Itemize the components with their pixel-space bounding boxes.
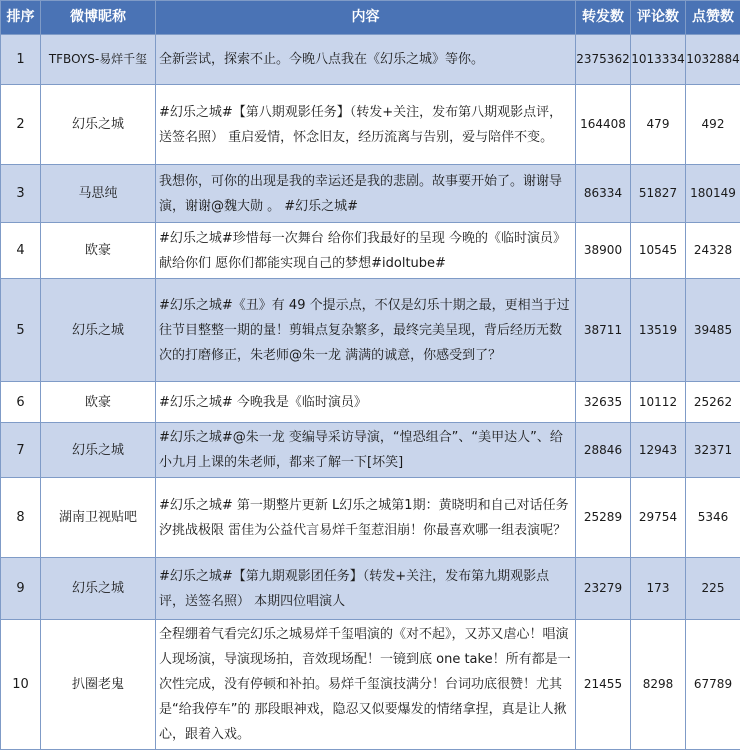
nickname-cell: 扒圈老鬼 bbox=[41, 620, 156, 750]
content-cell: #幻乐之城#《丑》有 49 个提示点，不仅是幻乐十期之最，更相当于过往节目整整一期的量！剪辑点复杂繁多，最终完美呈现，背后经历无数次的打磨修正，朱老师@朱一龙 满满的诚意，你感受到了？ bbox=[156, 279, 576, 382]
likes-cell: 24328 bbox=[686, 223, 740, 279]
likes-cell: 492 bbox=[686, 85, 740, 165]
rank-cell: 7 bbox=[1, 423, 41, 478]
likes-cell: 32371 bbox=[686, 423, 740, 478]
reposts-cell: 32635 bbox=[576, 382, 631, 423]
rank-cell: 1 bbox=[1, 35, 41, 85]
likes-cell: 39485 bbox=[686, 279, 740, 382]
likes-cell: 180149 bbox=[686, 165, 740, 223]
rank-cell: 5 bbox=[1, 279, 41, 382]
nickname-cell: 马思纯 bbox=[41, 165, 156, 223]
table-row bbox=[1, 223, 740, 279]
content-cell: #幻乐之城# 今晚我是《临时演员》 bbox=[156, 382, 576, 423]
rank-cell: 9 bbox=[1, 558, 41, 620]
header-content: 内容 bbox=[156, 1, 576, 35]
reposts-cell: 21455 bbox=[576, 620, 631, 750]
nickname-cell: TFBOYS-易烊千玺 bbox=[41, 35, 156, 85]
nickname-cell: 幻乐之城 bbox=[41, 279, 156, 382]
nickname-cell: 幻乐之城 bbox=[41, 558, 156, 620]
nickname-cell: 幻乐之城 bbox=[41, 423, 156, 478]
header-comments: 评论数 bbox=[631, 1, 686, 35]
table-row bbox=[1, 558, 740, 620]
header-nickname: 微博昵称 bbox=[41, 1, 156, 35]
rank-cell: 3 bbox=[1, 165, 41, 223]
table-row bbox=[1, 478, 740, 558]
table-row bbox=[1, 165, 740, 223]
rank-cell: 4 bbox=[1, 223, 41, 279]
reposts-cell: 28846 bbox=[576, 423, 631, 478]
reposts-cell: 38711 bbox=[576, 279, 631, 382]
content-cell: #幻乐之城#【第九期观影团任务】（转发+关注，发布第九期观影点评，送签名照） 本期四位唱演人 bbox=[156, 558, 576, 620]
content-cell: #幻乐之城#珍惜每一次舞台 给你们我最好的呈现 今晚的《临时演员》献给你们 愿你们都能实现自己的梦想#idoltube# bbox=[156, 223, 576, 279]
table-row bbox=[1, 423, 740, 478]
reposts-cell: 86334 bbox=[576, 165, 631, 223]
header-reposts: 转发数 bbox=[576, 1, 631, 35]
content-cell: #幻乐之城#【第八期观影任务】（转发+关注，发布第八期观影点评，送签名照） 重启爱情，怀念旧友，经历流离与告别，爱与陪伴不变。 bbox=[156, 85, 576, 165]
comments-cell: 29754 bbox=[631, 478, 686, 558]
rank-cell: 6 bbox=[1, 382, 41, 423]
reposts-cell: 2375362 bbox=[576, 35, 631, 85]
content-cell: 全新尝试，探索不止。今晚八点我在《幻乐之城》等你。 bbox=[156, 35, 576, 85]
content-cell: 我想你，可你的出现是我的幸运还是我的悲剧。故事要开始了。谢谢导演，谢谢@魏大勋 。 #幻乐之城# bbox=[156, 165, 576, 223]
reposts-cell: 25289 bbox=[576, 478, 631, 558]
rank-cell: 8 bbox=[1, 478, 41, 558]
comments-cell: 1013334 bbox=[631, 35, 686, 85]
table-row bbox=[1, 620, 740, 750]
header-likes: 点赞数 bbox=[686, 1, 740, 35]
comments-cell: 13519 bbox=[631, 279, 686, 382]
reposts-cell: 164408 bbox=[576, 85, 631, 165]
comments-cell: 173 bbox=[631, 558, 686, 620]
table-row bbox=[1, 85, 740, 165]
likes-cell: 1032884 bbox=[686, 35, 740, 85]
nickname-cell: 欧豪 bbox=[41, 382, 156, 423]
likes-cell: 67789 bbox=[686, 620, 740, 750]
content-cell: #幻乐之城# 第一期整片更新 L幻乐之城第1期：黄晓明和自己对话任务汐挑战极限 雷佳为公益代言易烊千玺惹泪崩！你最喜欢哪一组表演呢？ bbox=[156, 478, 576, 558]
content-cell: 全程绷着气看完幻乐之城易烊千玺唱演的《对不起》，又苏又虐心！唱演人现场演，导演现场拍，音效现场配！一镜到底 one take！所有都是一次性完成，没有停顿和补拍。易烊千玺演技满分！台词功底很赞！尤其是“给我停车”的 那段眼神戏，隐忍又似要爆发的情绪拿捏，真是让人揪心，跟着入戏。 bbox=[156, 620, 576, 750]
rank-cell: 2 bbox=[1, 85, 41, 165]
likes-cell: 25262 bbox=[686, 382, 740, 423]
table-row bbox=[1, 382, 740, 423]
comments-cell: 10545 bbox=[631, 223, 686, 279]
comments-cell: 12943 bbox=[631, 423, 686, 478]
comments-cell: 479 bbox=[631, 85, 686, 165]
likes-cell: 225 bbox=[686, 558, 740, 620]
nickname-cell: 湖南卫视贴吧 bbox=[41, 478, 156, 558]
content-cell: #幻乐之城#@朱一龙 变编导采访导演，“惶恐组合”、“美甲达人”、给小九月上课的朱老师，都来了解一下[坏笑] bbox=[156, 423, 576, 478]
comments-cell: 8298 bbox=[631, 620, 686, 750]
comments-cell: 10112 bbox=[631, 382, 686, 423]
nickname-cell: 欧豪 bbox=[41, 223, 156, 279]
likes-cell: 5346 bbox=[686, 478, 740, 558]
rank-cell: 10 bbox=[1, 620, 41, 750]
table-row bbox=[1, 35, 740, 85]
table-row bbox=[1, 279, 740, 382]
reposts-cell: 38900 bbox=[576, 223, 631, 279]
reposts-cell: 23279 bbox=[576, 558, 631, 620]
nickname-cell: 幻乐之城 bbox=[41, 85, 156, 165]
comments-cell: 51827 bbox=[631, 165, 686, 223]
table-header-row bbox=[1, 1, 740, 35]
header-rank: 排序 bbox=[1, 1, 41, 35]
